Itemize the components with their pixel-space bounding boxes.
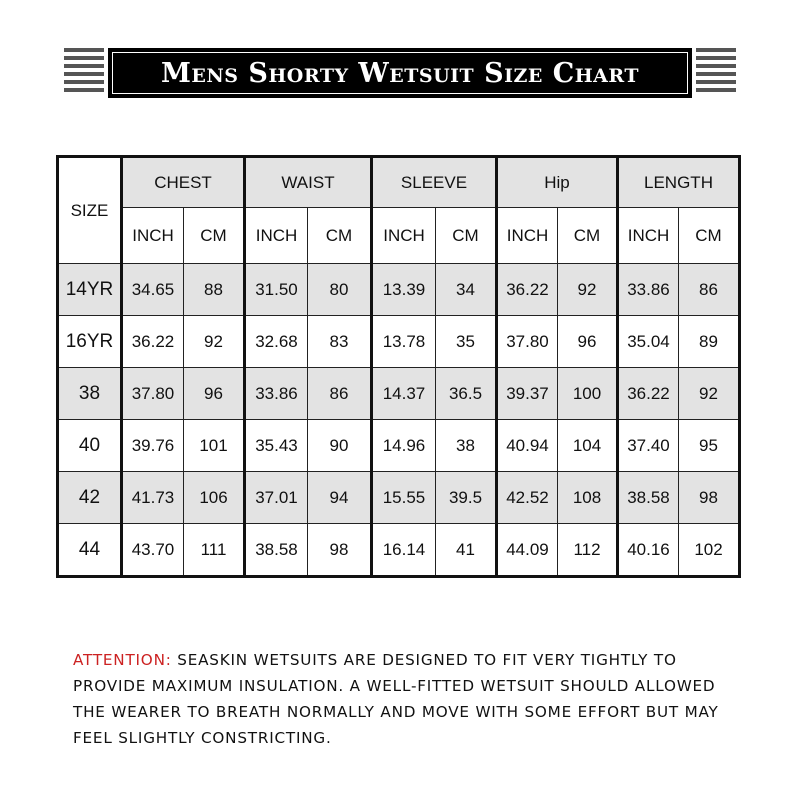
value-cell: 38.58 [245,524,308,577]
unit-header-cell: CM [308,208,372,264]
value-cell: 36.22 [618,368,679,420]
size-cell: 16YR [58,316,122,368]
size-chart-table [56,155,741,578]
unit-header-cell: CM [558,208,618,264]
value-cell: 38.58 [618,472,679,524]
value-cell: 98 [679,472,740,524]
value-cell: 92 [184,316,245,368]
value-cell: 92 [558,264,618,316]
value-cell: 35.04 [618,316,679,368]
title-banner [64,48,736,94]
value-cell: 39.5 [436,472,497,524]
value-cell: 86 [308,368,372,420]
value-cell: 37.80 [122,368,184,420]
value-cell: 37.40 [618,420,679,472]
group-header-hip: Hip [497,157,618,208]
value-cell: 88 [184,264,245,316]
unit-header-cell: CM [679,208,740,264]
unit-header-cell: INCH [122,208,184,264]
value-cell: 42.52 [497,472,558,524]
title-box [108,48,692,98]
unit-header-cell: CM [436,208,497,264]
value-cell: 14.96 [372,420,436,472]
value-cell: 40.94 [497,420,558,472]
value-cell: 40.16 [618,524,679,577]
group-header-length: LENGTH [618,157,740,208]
value-cell: 13.39 [372,264,436,316]
value-cell: 13.78 [372,316,436,368]
table-row [58,368,740,420]
table-row [58,420,740,472]
value-cell: 41.73 [122,472,184,524]
value-cell: 31.50 [245,264,308,316]
size-cell: 42 [58,472,122,524]
unit-header-cell: CM [184,208,245,264]
value-cell: 33.86 [618,264,679,316]
value-cell: 36.22 [497,264,558,316]
value-cell: 41 [436,524,497,577]
value-cell: 43.70 [122,524,184,577]
value-cell: 32.68 [245,316,308,368]
attention-label: ATTENTION: [73,651,172,669]
size-cell: 38 [58,368,122,420]
value-cell: 112 [558,524,618,577]
table-row [58,264,740,316]
page-title: Mens Shorty Wetsuit Size Chart [161,57,639,89]
size-cell: 14YR [58,264,122,316]
value-cell: 96 [558,316,618,368]
value-cell: 98 [308,524,372,577]
value-cell: 92 [679,368,740,420]
value-cell: 83 [308,316,372,368]
value-cell: 39.37 [497,368,558,420]
attention-text: SEASKIN WETSUITS ARE DESIGNED TO FIT VERY TIGHTLY TO PROVIDE MAXIMUM INSULATION. A WELL-FITTED WETSUIT SHOULD ALLOWED THE WEARER TO BREATH NORMALLY AND MOVE WITH SOME EFFORT BUT MAY FEEL SLIGHTLY CONSTRICTING. [73,651,719,747]
value-cell: 15.55 [372,472,436,524]
size-cell: 44 [58,524,122,577]
decorative-stripes-left [64,48,104,94]
value-cell: 44.09 [497,524,558,577]
group-header-row [58,157,740,208]
unit-header-cell: INCH [497,208,558,264]
size-column-header: SIZE [58,157,122,264]
value-cell: 108 [558,472,618,524]
value-cell: 106 [184,472,245,524]
unit-header-cell: INCH [245,208,308,264]
value-cell: 96 [184,368,245,420]
unit-header-cell: INCH [372,208,436,264]
value-cell: 101 [184,420,245,472]
value-cell: 34.65 [122,264,184,316]
value-cell: 14.37 [372,368,436,420]
value-cell: 86 [679,264,740,316]
size-cell: 40 [58,420,122,472]
value-cell: 102 [679,524,740,577]
attention-note [73,647,733,751]
value-cell: 36.22 [122,316,184,368]
value-cell: 94 [308,472,372,524]
value-cell: 80 [308,264,372,316]
value-cell: 111 [184,524,245,577]
value-cell: 100 [558,368,618,420]
unit-header-cell: INCH [618,208,679,264]
value-cell: 16.14 [372,524,436,577]
value-cell: 39.76 [122,420,184,472]
group-header-sleeve: SLEEVE [372,157,497,208]
value-cell: 37.80 [497,316,558,368]
value-cell: 104 [558,420,618,472]
value-cell: 90 [308,420,372,472]
value-cell: 34 [436,264,497,316]
unit-header-row [58,208,740,264]
table-row [58,316,740,368]
group-header-waist: WAIST [245,157,372,208]
value-cell: 35.43 [245,420,308,472]
value-cell: 35 [436,316,497,368]
table-row [58,472,740,524]
value-cell: 89 [679,316,740,368]
value-cell: 33.86 [245,368,308,420]
value-cell: 95 [679,420,740,472]
value-cell: 38 [436,420,497,472]
group-header-chest: CHEST [122,157,245,208]
value-cell: 36.5 [436,368,497,420]
value-cell: 37.01 [245,472,308,524]
table-row [58,524,740,577]
decorative-stripes-right [696,48,736,94]
